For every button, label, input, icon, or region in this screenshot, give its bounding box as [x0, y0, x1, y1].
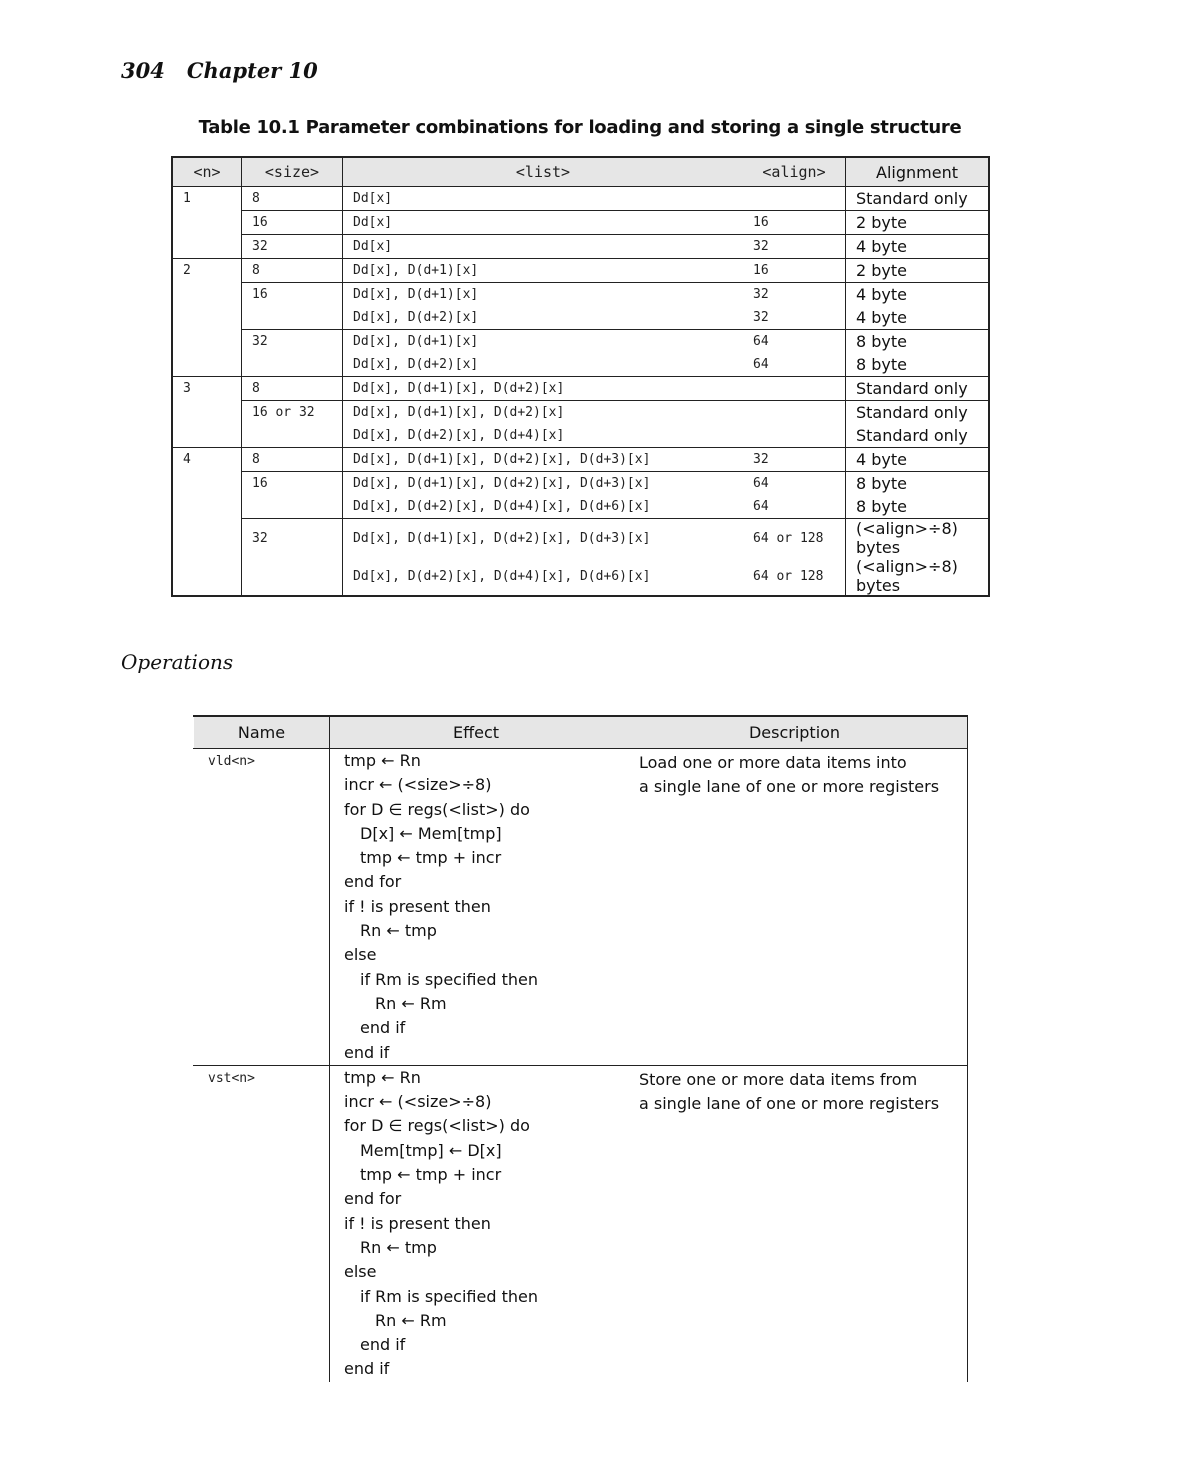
cell-list: Dd[x], D(d+2)[x], D(d+4)[x], D(d+6)[x]: [353, 568, 651, 584]
cell-align: 64: [743, 330, 846, 354]
effect-line: incr ← (<size>÷8): [344, 775, 492, 795]
table-caption-number: Table 10.1: [198, 117, 300, 138]
operation-row-vst: [194, 1065, 968, 1381]
cell-align: [743, 377, 846, 401]
cell-list: Dd[x], D(d+1)[x], D(d+2)[x]: [343, 401, 744, 425]
cell-alignment: Standard only: [846, 401, 990, 425]
cell-alignment: 4 byte: [856, 308, 908, 327]
cell-size: [242, 495, 343, 519]
header-list: <list>: [343, 157, 744, 187]
header-description: Description: [622, 716, 968, 749]
table-row: [172, 519, 989, 558]
header-n: <n>: [172, 157, 242, 187]
effect-line: incr ← (<size>÷8): [344, 1092, 492, 1112]
cell-align: 32: [743, 283, 846, 307]
cell-size: [242, 424, 343, 448]
cell-list: Dd[x], D(d+2)[x], D(d+4)[x], D(d+6)[x]: [353, 499, 651, 514]
cell-n: [172, 495, 242, 519]
operation-effect: [330, 749, 623, 1066]
effect-line: end if: [344, 1042, 390, 1062]
effect-line: if Rm is specified then: [360, 969, 538, 989]
table-row: [172, 448, 989, 472]
cell-size: [242, 306, 343, 330]
cell-alignment: (<align>÷8) bytes: [856, 557, 958, 595]
table-row: [172, 330, 989, 354]
cell-n: 3: [172, 377, 242, 401]
header-alignment: Alignment: [846, 157, 990, 187]
cell-align: 64 or 128: [743, 557, 846, 596]
cell-alignment: 4 byte: [846, 235, 990, 259]
effect-line: Mem[tmp] ← D[x]: [360, 1140, 502, 1160]
table-row: [172, 306, 989, 330]
cell-alignment: 8 byte: [846, 330, 990, 354]
operation-row-vld: [194, 749, 968, 1066]
effect-line: if ! is present then: [344, 1213, 491, 1233]
operations-heading: Operations: [121, 650, 234, 674]
table-caption: [0, 117, 1160, 138]
operation-name: vld<n>: [194, 749, 330, 1066]
cell-list: Dd[x], D(d+1)[x]: [343, 330, 744, 354]
cell-alignment: 8 byte: [846, 472, 990, 496]
effect-line: Rn ← tmp: [360, 921, 437, 941]
cell-list: Dd[x], D(d+1)[x], D(d+2)[x], D(d+3)[x]: [343, 519, 744, 558]
cell-n: [172, 330, 242, 354]
table-row: [172, 557, 989, 596]
cell-align: 64: [743, 495, 846, 519]
cell-n: [172, 401, 242, 425]
cell-size: 8: [242, 448, 343, 472]
table-row: [172, 259, 989, 283]
header-size: <size>: [242, 157, 343, 187]
effect-line: for D ∈ regs(<list>) do: [344, 799, 530, 819]
cell-n: 2: [172, 259, 242, 283]
effect-line: end if: [360, 1335, 406, 1355]
cell-n: [172, 519, 242, 558]
table-row: [172, 495, 989, 519]
cell-list: Dd[x], D(d+1)[x], D(d+2)[x], D(d+3)[x]: [343, 448, 744, 472]
table-row: [172, 353, 989, 377]
cell-align: 32: [743, 235, 846, 259]
cell-list: Dd[x], D(d+1)[x], D(d+2)[x]: [343, 377, 744, 401]
cell-alignment: Standard only: [846, 377, 990, 401]
cell-alignment: 4 byte: [846, 283, 990, 307]
cell-n: [172, 235, 242, 259]
table-row: [172, 424, 989, 448]
cell-size: 16 or 32: [242, 401, 343, 425]
description-line: Load one or more data items into: [639, 753, 907, 772]
effect-line: else: [344, 1262, 377, 1282]
cell-list: Dd[x], D(d+1)[x], D(d+2)[x], D(d+3)[x]: [343, 472, 744, 496]
cell-align: 16: [743, 259, 846, 283]
cell-n: [172, 306, 242, 330]
cell-align: 32: [743, 306, 846, 330]
effect-line: Rn ← tmp: [360, 1237, 437, 1257]
cell-list: Dd[x], D(d+2)[x]: [353, 357, 479, 372]
page-header: [121, 58, 318, 83]
cell-align: 64 or 128: [743, 519, 846, 558]
table-caption-text: Parameter combinations for loading and storing a single structure: [305, 117, 962, 138]
cell-alignment: Standard only: [856, 189, 968, 208]
cell-list: Dd[x]: [353, 191, 393, 206]
effect-line: tmp ← Rn: [344, 1067, 421, 1087]
cell-n: [172, 283, 242, 307]
cell-alignment: 8 byte: [856, 355, 908, 374]
page-number: 304: [121, 58, 165, 83]
effect-line: tmp ← tmp + incr: [360, 848, 502, 868]
cell-n: [172, 353, 242, 377]
cell-alignment: Standard only: [856, 426, 968, 445]
effect-line: else: [344, 945, 377, 965]
cell-align: 16: [743, 211, 846, 235]
cell-list: Dd[x], D(d+2)[x], D(d+4)[x]: [353, 428, 565, 443]
operation-description: [622, 749, 968, 1066]
header-name: Name: [194, 716, 330, 749]
effect-line: D[x] ← Mem[tmp]: [360, 823, 502, 843]
table-row: [172, 235, 989, 259]
table-row: [172, 187, 989, 211]
cell-align: 32: [743, 448, 846, 472]
chapter-title: Chapter 10: [186, 58, 318, 83]
cell-alignment: 8 byte: [856, 497, 908, 516]
table-row: [172, 283, 989, 307]
cell-n: [172, 424, 242, 448]
parameter-table-body: [172, 187, 989, 597]
cell-list: Dd[x]: [343, 211, 744, 235]
cell-list: Dd[x], D(d+1)[x]: [343, 283, 744, 307]
effect-line: Rn ← Rm: [375, 993, 447, 1013]
cell-alignment: (<align>÷8) bytes: [846, 519, 990, 558]
cell-align: [743, 401, 846, 425]
cell-size: 32: [242, 519, 343, 558]
cell-alignment: 2 byte: [846, 211, 990, 235]
cell-size: 8: [242, 259, 343, 283]
cell-n: 4: [172, 448, 242, 472]
parameter-table: [171, 156, 990, 597]
cell-n: [172, 557, 242, 596]
effect-line: Rn ← Rm: [375, 1310, 447, 1330]
parameter-table-header: [172, 157, 989, 187]
cell-size: 8: [242, 377, 343, 401]
cell-size: [242, 353, 343, 377]
effect-line: if Rm is specified then: [360, 1286, 538, 1306]
effect-line: end if: [360, 1018, 406, 1038]
description-line: a single lane of one or more registers: [639, 777, 940, 797]
cell-size: 16: [242, 472, 343, 496]
cell-alignment: 2 byte: [846, 259, 990, 283]
cell-n: 1: [172, 187, 242, 211]
effect-line: if ! is present then: [344, 896, 491, 916]
table-row: [172, 377, 989, 401]
cell-align: [743, 424, 846, 448]
table-row: [172, 401, 989, 425]
cell-list: Dd[x], D(d+2)[x]: [353, 310, 479, 325]
cell-list: Dd[x]: [343, 235, 744, 259]
cell-alignment: 4 byte: [846, 448, 990, 472]
operations-table: [193, 715, 968, 1382]
cell-align: 64: [743, 472, 846, 496]
cell-size: 16: [242, 211, 343, 235]
cell-size: [242, 557, 343, 596]
table-row: [172, 211, 989, 235]
effect-line: end if: [344, 1359, 390, 1379]
effect-line: for D ∈ regs(<list>) do: [344, 1116, 530, 1136]
cell-size: 16: [242, 283, 343, 307]
cell-align: 64: [743, 353, 846, 377]
cell-n: [172, 211, 242, 235]
cell-n: [172, 472, 242, 496]
cell-size: 8: [242, 187, 343, 211]
effect-line: tmp ← tmp + incr: [360, 1165, 502, 1185]
header-align: <align>: [743, 157, 846, 187]
effect-line: tmp ← Rn: [344, 751, 421, 770]
effect-line: end for: [344, 1189, 402, 1209]
cell-size: 32: [242, 235, 343, 259]
description-line: a single lane of one or more registers: [639, 1094, 940, 1114]
table-row: [172, 472, 989, 496]
operation-description: [622, 1065, 968, 1381]
description-line: Store one or more data items from: [639, 1069, 918, 1089]
cell-size: 32: [242, 330, 343, 354]
operations-table-header: [194, 716, 968, 749]
cell-list: Dd[x], D(d+1)[x]: [343, 259, 744, 283]
effect-line: end for: [344, 872, 402, 892]
operation-name: vst<n>: [194, 1065, 330, 1381]
header-effect: Effect: [330, 716, 623, 749]
cell-align: [743, 187, 846, 211]
operation-effect: [330, 1065, 623, 1381]
